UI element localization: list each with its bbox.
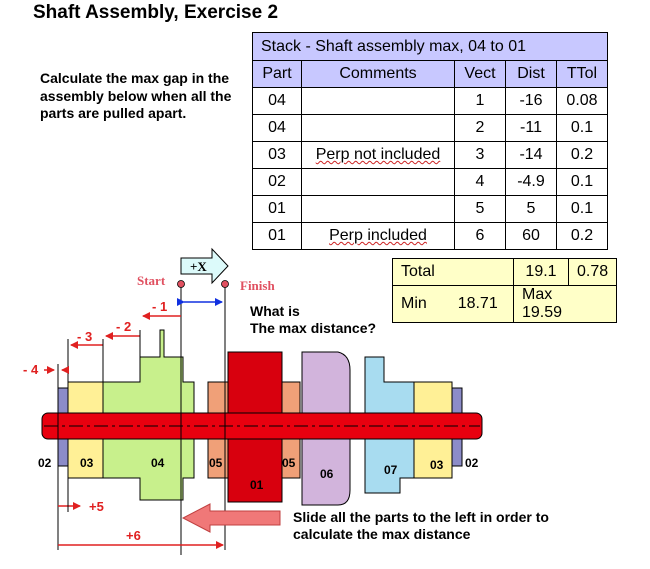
- start-point: [178, 281, 185, 288]
- header-dist: Dist: [506, 61, 557, 88]
- instruction-text: Calculate the max gap in the assembly below when all the parts are pulled apart.: [40, 70, 232, 121]
- slide-line-2: calculate the max distance: [293, 526, 471, 542]
- slide-instruction: [293, 509, 549, 543]
- cell-vect: 5: [455, 196, 506, 223]
- cell-part: 01: [253, 196, 302, 223]
- label-02-right: 02: [465, 456, 479, 470]
- header-part: Part: [253, 61, 302, 88]
- label-04: 04: [151, 456, 165, 470]
- label-05-right: 05: [282, 456, 296, 470]
- max-value: 19.59: [522, 304, 563, 321]
- vector-6-label: +6: [126, 528, 141, 543]
- max-label: Max: [522, 286, 553, 303]
- cell-dist: 5: [506, 196, 557, 223]
- cell-comments: Perp not included: [302, 142, 455, 169]
- label-06: 06: [320, 467, 334, 481]
- cell-ttol: 0.2: [557, 223, 608, 250]
- cell-dist: -14: [506, 142, 557, 169]
- cell-part: 01: [253, 223, 302, 250]
- finish-label: Finish: [240, 278, 275, 293]
- cell-part: 04: [253, 115, 302, 142]
- cell-part: 02: [253, 169, 302, 196]
- vector-2-label: - 2: [116, 319, 132, 334]
- total-label: Total: [393, 259, 514, 286]
- question-line-1: What is: [250, 303, 300, 319]
- vector-4-label: - 4: [23, 362, 39, 377]
- header-comments: Comments: [302, 61, 455, 88]
- cell-ttol: 0.1: [557, 196, 608, 223]
- min-value: 18.71: [457, 295, 498, 312]
- header-ttol: TTol: [557, 61, 608, 88]
- cell-vect: 2: [455, 115, 506, 142]
- slide-left-arrow: [183, 504, 280, 532]
- cell-dist: -16: [506, 88, 557, 115]
- cell-ttol: 0.2: [557, 142, 608, 169]
- min-label: Min: [401, 295, 427, 312]
- question-line-2: The max distance?: [250, 320, 377, 336]
- label-05-left: 05: [209, 456, 223, 470]
- total-dist: 19.1: [514, 259, 569, 286]
- vector-1-label: - 1: [152, 299, 168, 314]
- cell-part: 04: [253, 88, 302, 115]
- label-03-right: 03: [430, 458, 444, 472]
- vector-5-label: +5: [89, 499, 104, 514]
- cell-vect: 1: [455, 88, 506, 115]
- vector-3-label: - 3: [77, 329, 93, 344]
- cell-ttol: 0.08: [557, 88, 608, 115]
- cell-vect: 6: [455, 223, 506, 250]
- start-label: Start: [137, 273, 166, 288]
- header-vect: Vect: [455, 61, 506, 88]
- x-direction-label: +X: [190, 259, 207, 274]
- cell-dist: 60: [506, 223, 557, 250]
- page-title: Shaft Assembly, Exercise 2: [33, 2, 279, 23]
- cell-vect: 3: [455, 142, 506, 169]
- label-07: 07: [384, 463, 398, 477]
- slide-line-1: Slide all the parts to the left in order to: [293, 509, 549, 525]
- cell-dist: -4.9: [506, 169, 557, 196]
- label-01: 01: [250, 478, 264, 492]
- label-03-left: 03: [80, 456, 94, 470]
- cell-comments: Perp included: [302, 223, 455, 250]
- finish-point: [222, 281, 229, 288]
- label-02-left: 02: [38, 456, 52, 470]
- cell-vect: 4: [455, 169, 506, 196]
- cell-ttol: 0.1: [557, 115, 608, 142]
- stack-table-caption: Stack - Shaft assembly max, 04 to 01: [253, 33, 608, 61]
- total-ttol: 0.78: [569, 259, 617, 286]
- max-distance-question: [250, 303, 376, 337]
- cell-ttol: 0.1: [557, 169, 608, 196]
- cell-part: 03: [253, 142, 302, 169]
- cell-dist: -11: [506, 115, 557, 142]
